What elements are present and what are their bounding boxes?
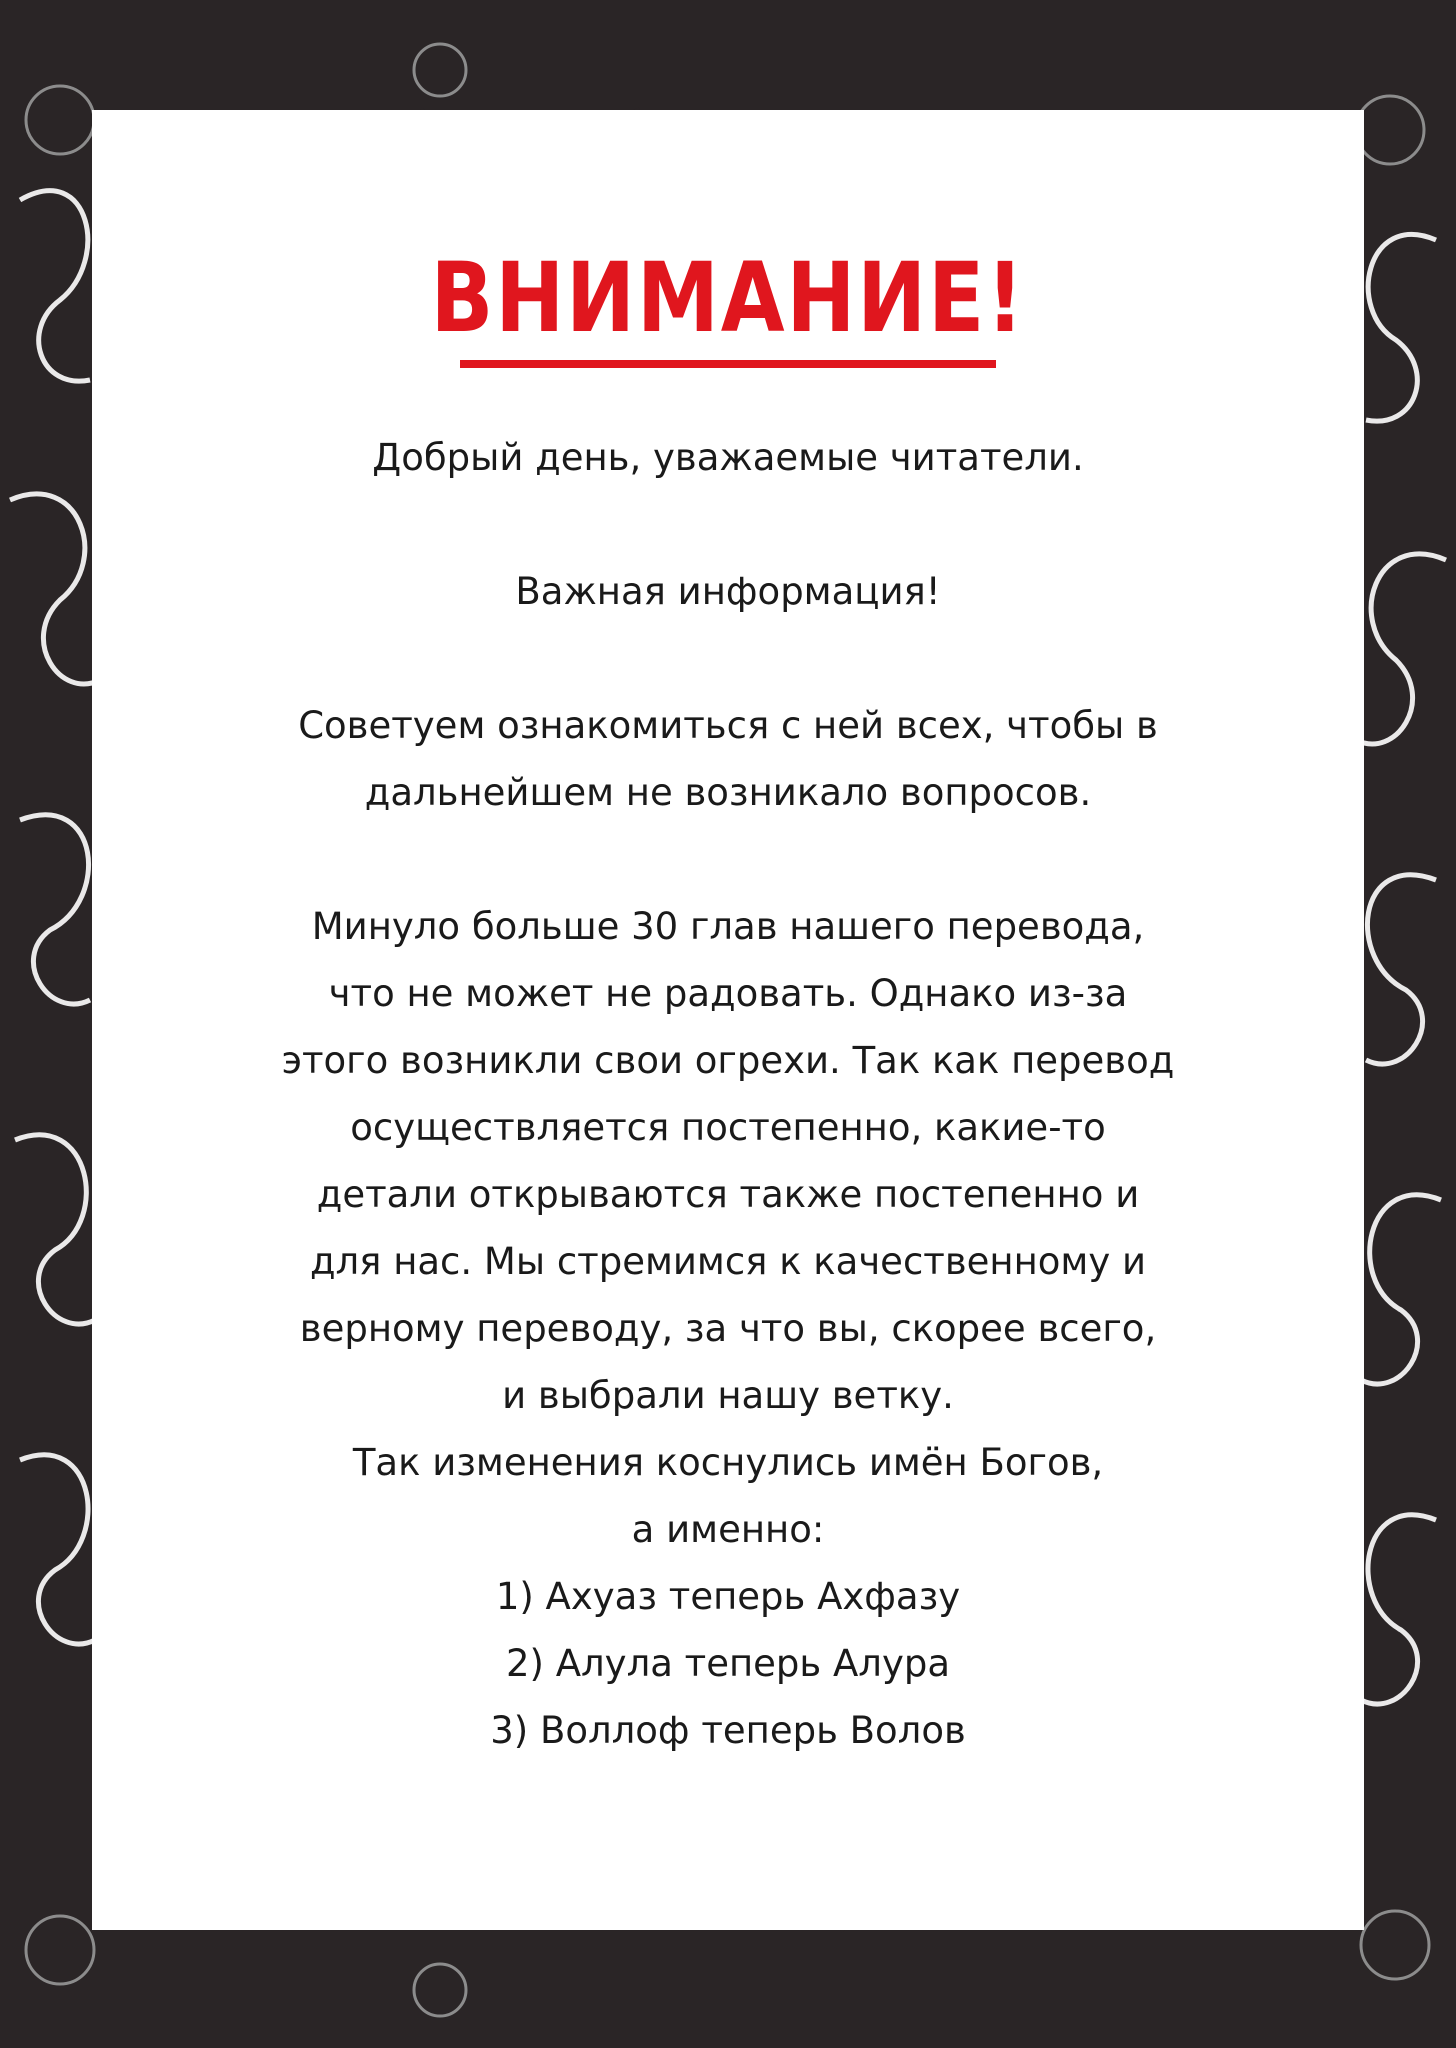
change-item: 2) Алула теперь Алура	[505, 1642, 951, 1685]
main-line: для нас. Мы стремимся к качественному и	[309, 1240, 1147, 1283]
important-line: Важная информация!	[515, 570, 941, 613]
main-line: этого возникли свои огрехи. Так как перевод	[281, 1039, 1175, 1082]
change-item: 3) Воллоф теперь Волов	[490, 1709, 966, 1752]
notice-content	[150, 242, 1306, 1764]
main-line: Так изменения коснулись имён Богов,	[352, 1441, 1104, 1484]
title-underline	[460, 360, 996, 368]
main-line: и выбрали нашу ветку.	[502, 1374, 954, 1417]
main-line: верному переводу, за что вы, скорее всего,	[299, 1307, 1157, 1350]
main-line: что не может не радовать. Однако из-за	[328, 972, 1128, 1015]
notice-body	[150, 424, 1306, 1764]
change-item: 1) Ахуаз теперь Ахфазу	[495, 1575, 961, 1618]
greeting-line: Добрый день, уважаемые читатели.	[372, 436, 1084, 479]
advice-line: дальнейшем не возникало вопросов.	[364, 771, 1092, 814]
main-line: Минуло больше 30 глав нашего перевода,	[311, 905, 1145, 948]
main-line: осуществляется постепенно, какие-то	[350, 1106, 1106, 1149]
advice-line: Советуем ознакомиться с ней всех, чтобы в	[298, 704, 1158, 747]
main-line: детали открываются также постепенно и	[316, 1173, 1140, 1216]
notice-title: ВНИМАНИЕ!	[430, 242, 1026, 354]
main-line: а именно:	[631, 1508, 825, 1551]
